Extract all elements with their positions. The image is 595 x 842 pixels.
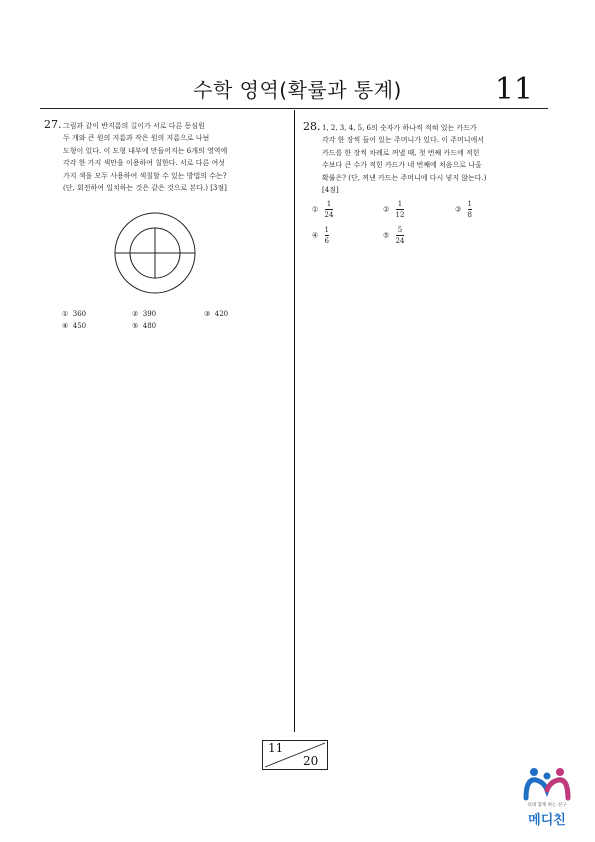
question-28-text [322, 122, 547, 196]
fraction [396, 200, 405, 219]
header-rule [40, 108, 548, 109]
question-28-number: 28. [303, 120, 321, 133]
question-28-line: 확률은? (단, 꺼낸 카드는 주머니에 다시 넣지 않는다.) [322, 173, 487, 182]
question-27-line: 두 개와 큰 원의 지름과 작은 원의 지름으로 나뉜 [63, 134, 210, 143]
numerator: 1 [326, 200, 332, 208]
choice-mark: ④ [62, 322, 69, 330]
fraction [468, 200, 472, 219]
question-27-line: (단, 회전하여 일치하는 것은 같은 것으로 본다.) [3점] [63, 184, 227, 193]
numerator: 1 [467, 200, 472, 208]
fraction [325, 226, 329, 245]
medichin-logo-icon [522, 764, 572, 802]
choice-value: 480 [142, 322, 157, 330]
q27-choice-5[interactable] [132, 322, 156, 330]
q27-choice-3[interactable] [204, 310, 228, 318]
choice-mark: ⑤ [132, 322, 139, 330]
choice-value: 360 [72, 310, 87, 318]
fraction [325, 200, 334, 219]
numerator: 1 [324, 226, 329, 234]
numerator: 5 [397, 226, 403, 234]
column-divider [294, 110, 295, 732]
question-27-line: 도형이 있다. 이 도형 내부에 만들어지는 6개의 영역에 [63, 146, 228, 155]
question-27-text [63, 120, 288, 194]
choice-value: 420 [214, 310, 229, 318]
denominator: 24 [324, 211, 334, 219]
q28-choice-2[interactable] [383, 200, 404, 219]
q28-choice-3[interactable] [455, 200, 472, 219]
question-27-number: 27. [44, 118, 62, 131]
question-28-line: [4점] [322, 186, 339, 195]
question-28-line: 각각 한 장씩 들어 있는 주머니가 있다. 이 주머니에서 [322, 136, 485, 145]
question-28-line: 카드를 한 장씩 차례로 꺼낼 때, 첫 번째 카드에 적힌 [322, 148, 480, 157]
denominator: 12 [395, 211, 405, 219]
question-27-line: 가지 색을 모두 사용하여 색칠할 수 있는 방법의 수는? [63, 171, 227, 180]
numerator: 1 [397, 200, 403, 208]
choice-mark: ③ [204, 310, 211, 318]
denominator: 24 [395, 237, 405, 245]
page-number: 11 [494, 72, 533, 107]
q27-choice-1[interactable] [62, 310, 86, 318]
choice-value: 450 [72, 322, 87, 330]
concentric-circles-figure [110, 208, 200, 298]
fraction [396, 226, 405, 245]
q28-choice-1[interactable] [312, 200, 333, 219]
logo-tagline: 의대 함께 하는 친구 [527, 803, 567, 808]
q28-choice-5[interactable] [383, 226, 404, 245]
section-title: 수학 영역(확률과 통계) [193, 78, 402, 102]
choice-mark: ② [383, 205, 390, 214]
logo-name: 메디친 [528, 813, 566, 828]
q28-choice-4[interactable] [312, 226, 329, 245]
choice-mark: ② [132, 310, 139, 318]
choice-mark: ① [62, 310, 69, 318]
q27-choice-2[interactable] [132, 310, 156, 318]
question-27-line: 각각 한 가지 색만을 이용하여 칠한다. 서로 다른 여섯 [63, 159, 226, 168]
q27-choice-4[interactable] [62, 322, 86, 330]
choice-mark: ① [312, 205, 319, 214]
denominator: 8 [467, 211, 472, 219]
choice-mark: ⑤ [383, 231, 390, 240]
choice-mark: ④ [312, 231, 319, 240]
question-27-line: 그림과 같이 반지름의 길이가 서로 다른 동심원 [63, 122, 205, 130]
page-total: 20 [303, 754, 319, 768]
choice-value: 390 [142, 310, 157, 318]
choice-mark: ③ [455, 205, 462, 214]
page-current: 11 [268, 741, 284, 755]
denominator: 6 [324, 237, 329, 245]
question-28-line: 수보다 큰 수가 적힌 카드가 네 번째에 처음으로 나올 [322, 161, 482, 170]
question-28-line: 1, 2, 3, 4, 5, 6의 숫자가 하나씩 적혀 있는 카드가 [322, 124, 477, 132]
